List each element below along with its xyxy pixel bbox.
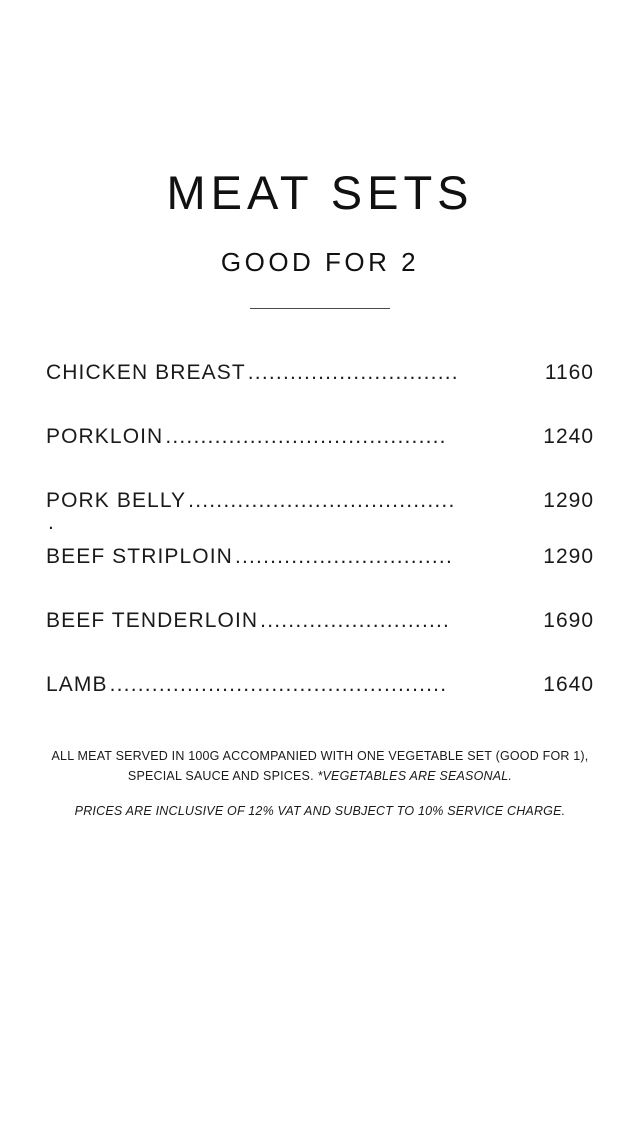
- list-item: [46, 489, 594, 513]
- list-item: [46, 425, 594, 449]
- page-subtitle: GOOD FOR 2: [220, 247, 420, 278]
- item-price: 1290: [543, 545, 594, 569]
- seasonal-note-text: *VEGETABLES ARE SEASONAL.: [317, 768, 513, 783]
- menu-header: [46, 168, 594, 309]
- menu-item-list: [46, 361, 594, 737]
- leader-dots: ........................................: [165, 425, 447, 449]
- pricing-note: PRICES ARE INCLUSIVE OF 12% VAT AND SUBJECT TO 10% SERVICE CHARGE.: [74, 804, 566, 819]
- item-price: 1640: [543, 673, 594, 697]
- item-price: 1290: [543, 489, 594, 513]
- leader-dots: ...............................: [234, 545, 454, 569]
- list-item: [46, 361, 594, 385]
- item-price: 1690: [543, 609, 594, 633]
- item-name: PORK BELLY: [46, 489, 187, 513]
- item-name: BEEF STRIPLOIN: [46, 545, 233, 569]
- serving-note-text: ALL MEAT SERVED IN 100G ACCOMPANIED WITH ONE VEGETABLE SET (GOOD FOR 1), SPECIAL SAUCE AND SPICES.: [51, 749, 589, 783]
- list-item: [46, 673, 594, 697]
- item-price: 1240: [543, 425, 594, 449]
- item-name: LAMB: [46, 673, 108, 697]
- leader-dots: ......................................: [188, 489, 456, 513]
- divider: [250, 308, 390, 309]
- serving-note: [46, 747, 594, 786]
- item-name: PORKLOIN: [46, 425, 164, 449]
- footnotes: [46, 747, 594, 821]
- list-item: [46, 609, 594, 633]
- item-name: CHICKEN BREAST: [46, 361, 246, 385]
- item-name: BEEF TENDERLOIN: [46, 609, 259, 633]
- page-title: MEAT SETS: [166, 166, 474, 219]
- leader-dots: ...........................: [260, 609, 451, 633]
- stray-dot-mark: .: [48, 511, 54, 535]
- item-price: 1160: [544, 361, 594, 385]
- list-item: [46, 545, 594, 569]
- leader-dots: ..............................: [247, 361, 459, 385]
- leader-dots: ................................................: [109, 673, 448, 697]
